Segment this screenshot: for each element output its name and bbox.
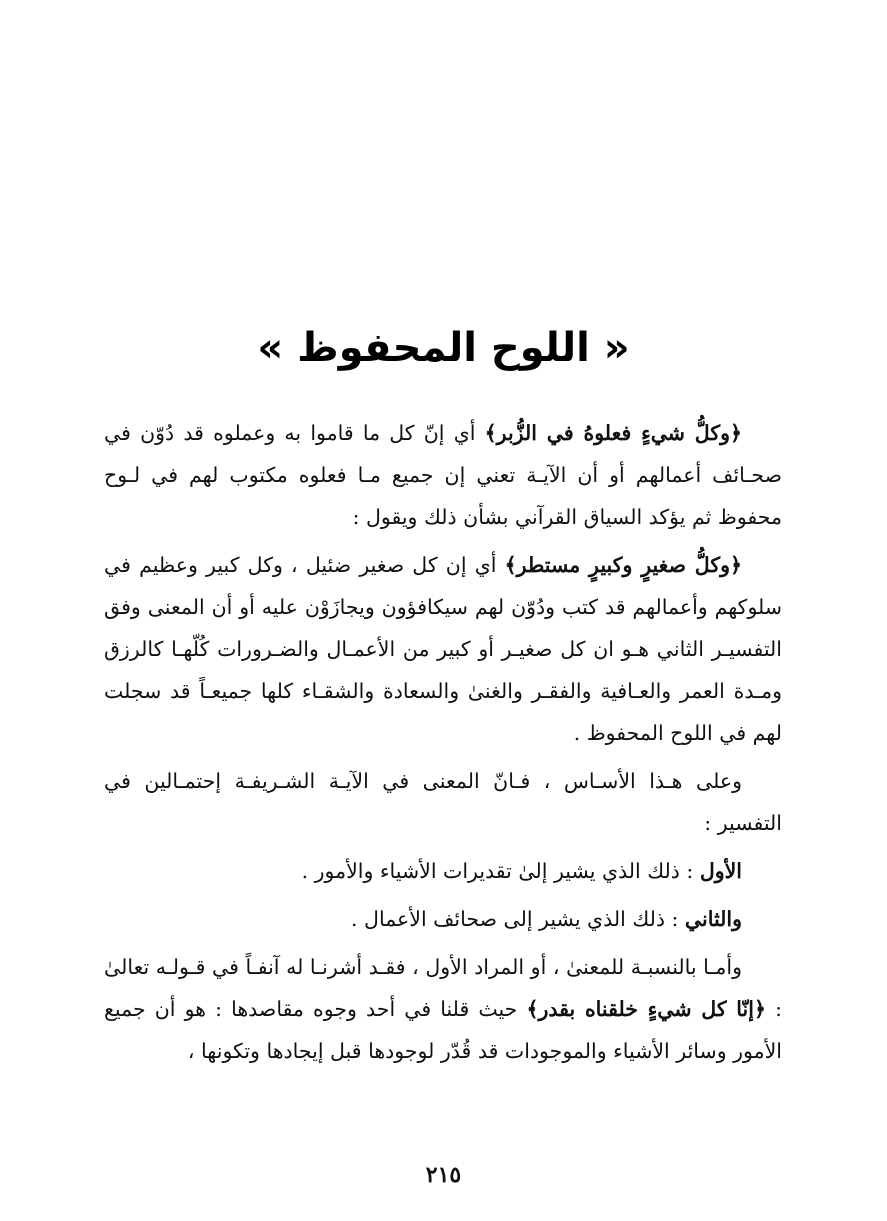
paragraph-text: : ذلك الذي يشير إلى صحائف الأعمال . — [351, 907, 685, 931]
paragraph-2 — [104, 544, 782, 754]
item-label: والثاني — [684, 907, 742, 931]
item-label: الأول — [699, 859, 742, 883]
paragraph-1 — [104, 412, 782, 538]
paragraph-text: أي إنّ كل ما قاموا به وعملوه قد دُوّن في صحـائف أعمالهم أو أن الآيـة تعني إن جميع مـا فعلوه مكتوب لهم في لـوح محفوظ ثم يؤكد السياق القرآني بشأن ذلك ويقول : — [104, 421, 782, 529]
body-text — [104, 412, 782, 1078]
paragraph-text: : ذلك الذي يشير إلىٰ تقديرات الأشياء والأمور . — [301, 859, 700, 883]
paragraph-text: حيث قلنا في أحد وجوه مقاصدها : هو أن جميع الأمور وسائر الأشياء والموجودات قد قُدّر لوجودها قبل إيجادها وتكونها ، — [104, 997, 782, 1063]
paragraph-3 — [104, 760, 782, 844]
paragraph-text: وأمـا بالنسبـة للمعنىٰ ، أو المراد الأول ، فقـد أشرنـا له آنفـاً في قـولـه تعالىٰ : — [104, 955, 782, 1021]
paragraph-4 — [104, 850, 782, 892]
paragraph-text: وعلى هـذا الأسـاس ، فـانّ المعنى في الآيـة الشـريفـة إحتمـالين في التفسير : — [104, 769, 782, 835]
quran-verse: ﴿وكلُّ صغيرٍ وكبيرٍ مستطر﴾ — [504, 553, 742, 577]
page-title: « اللوح المحفوظ » — [257, 325, 630, 371]
quran-verse: ﴿وكلُّ شيءٍ فعلوهُ في الزُّبر﴾ — [484, 421, 742, 445]
paragraph-6 — [104, 946, 782, 1072]
paragraph-text: أي إن كل صغير ضئيل ، وكل كبير وعظيم في سلوكهم وأعمالهم قد كتب ودُوّن لهم سيكافؤون ويجازَوْن عليه أو أن المعنى وفق التفسيـر الثاني هـو ان كل صغيـر أو كبير من الأعمـال والضـرورات كُلّهـا كالرزق ومـدة العمر والعـافية والفقـر والغنىٰ والسعادة والشقـاء كلها جميعـاً قد سجلت لهم في اللوح المحفوظ . — [104, 553, 782, 745]
quran-verse: ﴿إنّا كل شيءٍ خلقناه بقدر﴾ — [526, 997, 766, 1021]
page-number: ٢١٥ — [425, 1162, 462, 1188]
paragraph-5 — [104, 898, 782, 940]
